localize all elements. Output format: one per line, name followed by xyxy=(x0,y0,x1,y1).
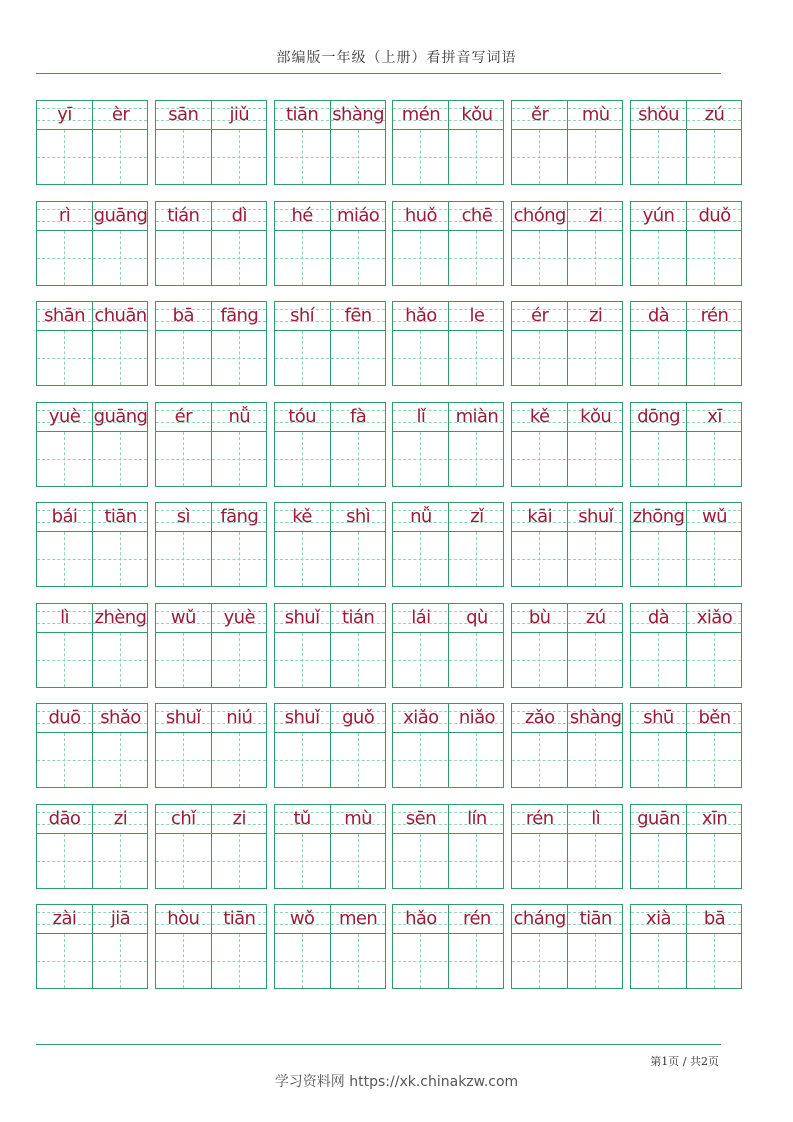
cell-guide-horizontal xyxy=(512,358,622,359)
cell-guide-horizontal xyxy=(512,559,622,560)
word-box xyxy=(392,804,504,889)
word-box xyxy=(274,804,386,889)
pinyin-syllable: zi xyxy=(589,204,603,226)
cell-guide-horizontal xyxy=(631,660,741,661)
pinyin-syllable: guān xyxy=(637,807,680,829)
word-box xyxy=(36,603,148,688)
pinyin-syllable: tiān xyxy=(579,908,612,929)
pinyin-syllable: zú xyxy=(704,104,725,125)
pinyin-syllable: chuān xyxy=(94,305,147,326)
pinyin-syllable: wǔ xyxy=(702,506,727,527)
cell-guide-horizontal xyxy=(37,660,147,661)
cell-guide-horizontal xyxy=(156,157,266,158)
pinyin-syllable: sān xyxy=(168,104,199,125)
pinyin-syllable: zi xyxy=(113,807,128,829)
pinyin-syllable: zú xyxy=(585,606,606,628)
pinyin-syllable: guāng xyxy=(93,405,148,427)
page-number: 第1页 / 共2页 xyxy=(650,1055,719,1068)
word-box xyxy=(274,502,386,587)
word-box xyxy=(155,100,267,185)
cell-guide-horizontal xyxy=(275,760,385,761)
word-box xyxy=(511,201,623,286)
pinyin-syllable: bā xyxy=(703,908,726,929)
pinyin-syllable: hǎo xyxy=(405,908,437,929)
cell-guide-horizontal xyxy=(631,861,741,862)
pinyin-syllable: ér xyxy=(531,305,549,326)
word-box xyxy=(36,804,148,889)
cell-guide-horizontal xyxy=(156,459,266,460)
word-box xyxy=(630,603,742,688)
cell-guide-horizontal xyxy=(275,459,385,460)
pinyin-syllable: zi xyxy=(589,305,603,326)
cell-guide-horizontal xyxy=(512,861,622,862)
pinyin-syllable: chē xyxy=(461,204,493,226)
word-box xyxy=(155,502,267,587)
word-box xyxy=(392,603,504,688)
word-box xyxy=(155,603,267,688)
cell-guide-horizontal xyxy=(393,660,503,661)
pinyin-syllable: dà xyxy=(647,606,670,628)
word-box xyxy=(155,904,267,989)
pinyin-syllable: shū xyxy=(643,707,674,728)
pinyin-syllable: miáo xyxy=(337,204,380,226)
pinyin-syllable: xī xyxy=(707,405,722,427)
word-box xyxy=(511,100,623,185)
cell-guide-horizontal xyxy=(156,559,266,560)
cell-guide-horizontal xyxy=(512,961,622,962)
word-box xyxy=(155,804,267,889)
word-box xyxy=(392,301,504,386)
pinyin-syllable: yuè xyxy=(48,405,81,427)
cell-guide-horizontal xyxy=(275,258,385,259)
cell-guide-horizontal xyxy=(275,861,385,862)
cell-guide-horizontal xyxy=(631,760,741,761)
word-box xyxy=(274,100,386,185)
footer-rule xyxy=(36,1044,721,1045)
cell-guide-horizontal xyxy=(37,760,147,761)
cell-guide-horizontal xyxy=(275,559,385,560)
cell-guide-horizontal xyxy=(156,861,266,862)
pinyin-syllable: dōng xyxy=(637,405,680,427)
word-box xyxy=(274,201,386,286)
pinyin-syllable: sì xyxy=(176,506,190,527)
pinyin-syllable: jiǔ xyxy=(229,104,250,125)
word-box xyxy=(36,301,148,386)
pinyin-syllable: duǒ xyxy=(698,204,731,226)
pinyin-syllable: guāng xyxy=(93,204,148,226)
pinyin-syllable: xiǎo xyxy=(403,707,439,728)
page-title: 部编版一年级（上册）看拼音写词语 xyxy=(276,50,517,66)
pinyin-syllable: tiān xyxy=(223,908,256,929)
word-box xyxy=(511,603,623,688)
word-box xyxy=(155,402,267,487)
word-box xyxy=(36,502,148,587)
word-box xyxy=(630,201,742,286)
cell-guide-horizontal xyxy=(156,258,266,259)
pinyin-syllable: kāi xyxy=(527,506,553,527)
pinyin-syllable: lì xyxy=(60,606,69,628)
pinyin-syllable: dì xyxy=(231,204,247,226)
pinyin-syllable: shuǐ xyxy=(284,606,320,628)
pinyin-syllable: rì xyxy=(58,204,71,226)
word-box xyxy=(392,402,504,487)
pinyin-syllable: chǐ xyxy=(171,807,196,829)
pinyin-syllable: bái xyxy=(51,506,78,527)
cell-guide-horizontal xyxy=(393,258,503,259)
pinyin-syllable: jiā xyxy=(110,908,131,929)
pinyin-syllable: nǚ xyxy=(410,506,432,527)
pinyin-syllable: nǚ xyxy=(228,405,251,427)
cell-guide-horizontal xyxy=(37,157,147,158)
pinyin-syllable: mù xyxy=(344,807,372,829)
pinyin-syllable: ěr xyxy=(531,104,549,125)
pinyin-syllable: fāng xyxy=(220,305,259,326)
word-box xyxy=(392,201,504,286)
pinyin-syllable: rén xyxy=(700,305,729,326)
pinyin-syllable: lǐ xyxy=(416,405,426,427)
word-box xyxy=(392,703,504,788)
word-box xyxy=(511,703,623,788)
pinyin-syllable: shān xyxy=(44,305,85,326)
pinyin-syllable: zài xyxy=(52,908,77,929)
word-box xyxy=(36,904,148,989)
cell-guide-horizontal xyxy=(275,358,385,359)
pinyin-syllable: fà xyxy=(350,405,367,427)
cell-guide-horizontal xyxy=(393,961,503,962)
pinyin-syllable: lì xyxy=(591,807,601,829)
pinyin-syllable: tiān xyxy=(286,104,319,125)
cell-guide-horizontal xyxy=(512,157,622,158)
pinyin-syllable: fāng xyxy=(220,506,259,527)
pinyin-syllable: dà xyxy=(647,305,670,326)
pinyin-syllable: lái xyxy=(411,606,431,628)
cell-guide-horizontal xyxy=(156,760,266,761)
word-box xyxy=(36,100,148,185)
cell-guide-horizontal xyxy=(275,961,385,962)
pinyin-syllable: cháng xyxy=(513,908,566,929)
pinyin-syllable: yuè xyxy=(223,606,255,628)
pinyin-syllable: duō xyxy=(48,707,81,728)
cell-guide-horizontal xyxy=(156,358,266,359)
word-box xyxy=(630,904,742,989)
cell-guide-horizontal xyxy=(631,358,741,359)
word-box xyxy=(274,904,386,989)
pinyin-syllable: hǎo xyxy=(405,305,437,326)
cell-guide-horizontal xyxy=(631,459,741,460)
pinyin-syllable: yī xyxy=(57,104,72,125)
word-box xyxy=(274,402,386,487)
pinyin-syllable: xīn xyxy=(701,807,728,829)
pinyin-syllable: tián xyxy=(167,204,200,226)
word-box xyxy=(155,301,267,386)
pinyin-syllable: hé xyxy=(291,204,313,226)
pinyin-syllable: tiān xyxy=(104,506,137,527)
pinyin-syllable: mén xyxy=(401,104,440,125)
pinyin-syllable: niú xyxy=(226,707,253,728)
pinyin-syllable: shàng xyxy=(569,707,622,728)
pinyin-syllable: dāo xyxy=(48,807,81,829)
pinyin-syllable: qù xyxy=(466,606,488,628)
pinyin-syllable: shuǐ xyxy=(578,506,614,527)
cell-guide-horizontal xyxy=(37,258,147,259)
cell-guide-horizontal xyxy=(37,459,147,460)
word-box xyxy=(36,703,148,788)
pinyin-syllable: yún xyxy=(642,204,675,226)
pinyin-syllable: kǒu xyxy=(580,405,612,427)
pinyin-syllable: kě xyxy=(292,506,312,527)
pinyin-syllable: xià xyxy=(646,908,671,929)
pinyin-syllable: zhèng xyxy=(94,606,147,628)
word-box xyxy=(630,703,742,788)
pinyin-syllable: shàng xyxy=(332,104,384,125)
cell-guide-horizontal xyxy=(631,157,741,158)
pinyin-syllable: tǔ xyxy=(293,807,311,829)
pinyin-syllable: chóng xyxy=(513,204,566,226)
cell-guide-horizontal xyxy=(512,459,622,460)
word-box xyxy=(36,402,148,487)
cell-guide-horizontal xyxy=(512,660,622,661)
pinyin-syllable: kǒu xyxy=(461,104,493,125)
cell-guide-horizontal xyxy=(275,660,385,661)
cell-guide-horizontal xyxy=(631,559,741,560)
word-box xyxy=(511,502,623,587)
cell-guide-horizontal xyxy=(37,358,147,359)
pinyin-syllable: xiǎo xyxy=(696,606,733,628)
cell-guide-horizontal xyxy=(631,961,741,962)
pinyin-syllable: le xyxy=(469,305,485,326)
word-box xyxy=(511,904,623,989)
cell-guide-horizontal xyxy=(156,961,266,962)
pinyin-syllable: shǎo xyxy=(100,707,141,728)
pinyin-syllable: bā xyxy=(172,305,194,326)
word-box xyxy=(274,703,386,788)
pinyin-syllable: sēn xyxy=(405,807,436,829)
pinyin-syllable: shuǐ xyxy=(165,707,201,728)
word-box xyxy=(392,502,504,587)
cell-guide-horizontal xyxy=(393,559,503,560)
cell-guide-horizontal xyxy=(37,861,147,862)
pinyin-syllable: zǐ xyxy=(470,506,484,527)
pinyin-syllable: tián xyxy=(342,606,375,628)
pinyin-syllable: zhōng xyxy=(632,506,685,527)
cell-guide-horizontal xyxy=(393,861,503,862)
word-box xyxy=(392,100,504,185)
word-box xyxy=(155,703,267,788)
pinyin-syllable: wǒ xyxy=(289,908,315,929)
pinyin-syllable: tóu xyxy=(288,405,316,427)
word-box xyxy=(511,804,623,889)
pinyin-syllable: shí xyxy=(290,305,315,326)
cell-guide-horizontal xyxy=(631,258,741,259)
cell-guide-horizontal xyxy=(156,660,266,661)
word-box xyxy=(36,201,148,286)
pinyin-syllable: mù xyxy=(581,104,610,125)
word-box xyxy=(630,804,742,889)
cell-guide-horizontal xyxy=(512,760,622,761)
pinyin-syllable: niǎo xyxy=(458,707,495,728)
pinyin-syllable: wǔ xyxy=(170,606,196,628)
pinyin-syllable: zǎo xyxy=(524,707,555,728)
pinyin-syllable: ér xyxy=(174,405,192,427)
pinyin-syllable: zi xyxy=(232,807,246,829)
pinyin-syllable: miàn xyxy=(455,405,499,427)
word-box xyxy=(630,100,742,185)
pinyin-syllable: bù xyxy=(528,606,551,628)
pinyin-syllable: rén xyxy=(525,807,554,829)
word-box xyxy=(630,402,742,487)
cell-guide-horizontal xyxy=(275,157,385,158)
pinyin-syllable: rén xyxy=(463,908,491,929)
pinyin-syllable: shǒu xyxy=(638,104,679,125)
word-box xyxy=(630,502,742,587)
word-box xyxy=(511,301,623,386)
word-box xyxy=(274,301,386,386)
cell-guide-horizontal xyxy=(393,459,503,460)
pinyin-syllable: huǒ xyxy=(404,204,437,226)
pinyin-syllable: guǒ xyxy=(342,707,375,728)
word-box xyxy=(155,201,267,286)
word-box xyxy=(274,603,386,688)
pinyin-syllable: shì xyxy=(346,506,371,527)
pinyin-syllable: shuǐ xyxy=(284,707,320,728)
pinyin-syllable: běn xyxy=(698,707,731,728)
pinyin-syllable: hòu xyxy=(167,908,200,929)
footer-website: 学习资料网 https://xk.chinakzw.com xyxy=(274,1074,519,1090)
cell-guide-horizontal xyxy=(37,559,147,560)
pinyin-syllable: èr xyxy=(111,104,130,125)
word-box xyxy=(511,402,623,487)
pinyin-syllable: kě xyxy=(529,405,550,427)
pinyin-syllable: fēn xyxy=(344,305,372,326)
word-box xyxy=(630,301,742,386)
pinyin-syllable: men xyxy=(338,908,378,929)
cell-guide-horizontal xyxy=(37,961,147,962)
pinyin-syllable: lín xyxy=(467,807,487,829)
word-box xyxy=(392,904,504,989)
cell-guide-horizontal xyxy=(393,760,503,761)
cell-guide-horizontal xyxy=(393,157,503,158)
cell-guide-horizontal xyxy=(512,258,622,259)
cell-guide-horizontal xyxy=(393,358,503,359)
